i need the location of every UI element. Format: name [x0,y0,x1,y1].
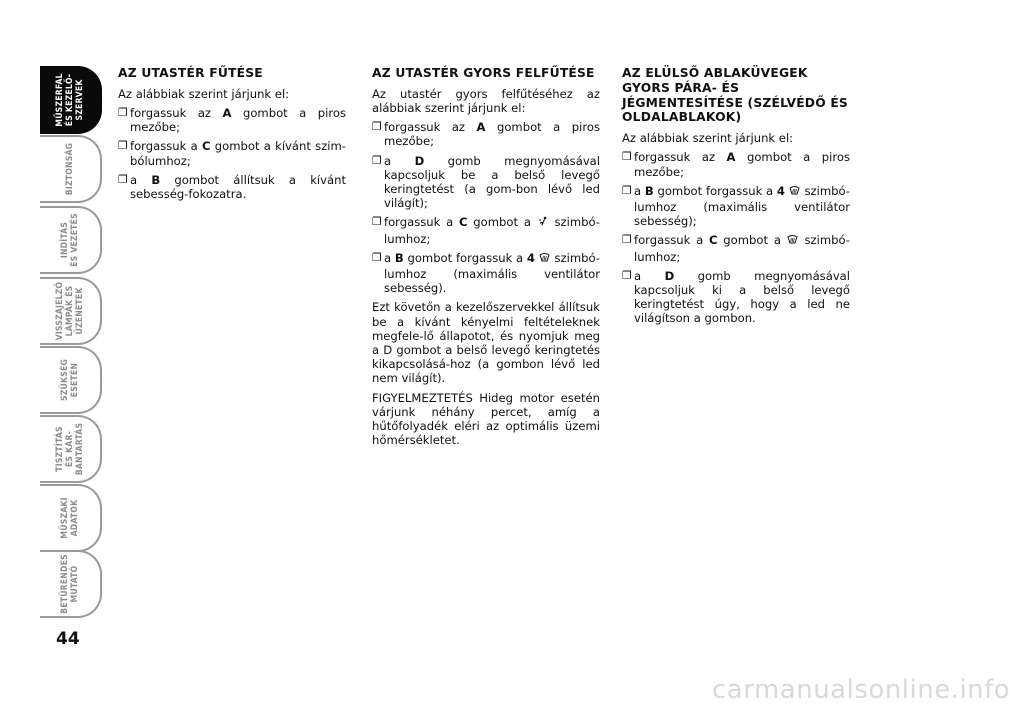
section-title: AZ UTASTÉR GYORS FELFŰTÉSE [372,66,595,80]
tab-beturendes[interactable] [40,550,102,618]
section-intro: Az alábbiak szerint járjunk el: [622,131,794,146]
list-item: ❐ forgassuk az A gombot a piros mezőbe; [118,106,346,135]
tab-biztonsag[interactable] [40,135,102,203]
defrost-icon [789,185,801,200]
tab-label: MŰSZERFAL ÉS KEZELŐ- SZERVEK [55,73,85,127]
checkbox-bullet-icon: ❐ [622,150,632,164]
list-item: ❐ a D gomb megnyomásával kapcsoljuk ki a belső levegő keringtetést úgy, hogy a led ne világítson a gombon. [622,268,851,326]
list-item: ❐ forgassuk a C gombot a szimbó-lumhoz; [372,215,600,246]
list-item: ❐ forgassuk az A gombot a piros mezőbe; [372,120,600,149]
section-intro: Az utastér gyors felfűtéséhez az alábbiak szerint járjunk el: [372,86,600,115]
tab-visszajelzo[interactable] [40,277,102,345]
checkbox-bullet-icon: ❐ [118,106,128,119]
defrost-icon [539,252,551,267]
section-heating [118,66,346,206]
list-item: ❐ a B gombot forgassuk a 4 szimbó-lumhoz (maximális ventilátor sebesség); [622,183,850,229]
tab-label: SZÜKSÉG ESETÉN [60,358,80,402]
list-item: ❐ a B gombot forgassuk a 4 szimbó-lumhoz (maximális ventilátor sebesség). [372,250,600,296]
section-title: AZ ELÜLSŐ ABLAKÜVEGEK GYORS PÁRA- ÉS JÉGMENTESÍTÉSE (SZÉLVÉDŐ ÉS OLDALABLAKOK) [622,66,848,125]
checkbox-bullet-icon: ❐ [622,183,632,197]
chapter-tabs [0,0,110,709]
checkbox-bullet-icon: ❐ [118,172,128,186]
tab-label: BETŰRENDES MUTATÓ [60,554,80,614]
tab-muszaki[interactable] [40,484,102,552]
feet-airflow-icon [537,216,549,231]
checkbox-bullet-icon: ❐ [622,233,632,247]
checkbox-bullet-icon: ❐ [372,153,382,167]
checkbox-bullet-icon: ❐ [372,120,382,134]
section-defrost [622,66,850,331]
list-item: ❐ a B gombot állítsuk a kívánt sebesség-fokozatra. [118,172,346,202]
tab-muszerfal[interactable] [40,66,102,134]
section-title: AZ UTASTÉR FŰTÉSE [118,66,263,80]
tab-label: BIZTONSÁG [65,142,75,196]
page-number: 44 [56,629,80,649]
tab-label: VISSZAJELZŐ LÁMPÁK ÉS ÜZENETEK [55,281,85,341]
checkbox-bullet-icon: ❐ [372,250,382,264]
list-item: ❐ forgassuk a C gombot a szimbó-lumhoz; [622,233,850,264]
checkbox-bullet-icon: ❐ [622,268,632,282]
list-item: ❐ forgassuk a C gombot a kívánt szim-bólumhoz; [118,139,346,168]
paragraph: Ezt követőn a kezelőszervekkel állítsuk be a kívánt kényelmi feltételeknek megfele-lő állapotot, és nyomjuk meg a D gombot a belső levegő keringtetés kikapcsolásá-hoz (a gombon lévő led nem világít). [372,300,600,386]
tab-inditas[interactable] [40,206,102,274]
list-item: ❐ forgassuk az A gombot a piros mezőbe; [622,150,850,179]
list-item: ❐ a D gomb megnyomásával kapcsoljuk be a belső levegő keringtetést (a gom-bon lévő led világít); [372,153,601,211]
watermark: carmanualsonline.info [712,675,1010,705]
tab-label: TISZTÍTÁS ÉS KAR- BANTARTÁS [55,422,85,476]
section-quick-heating [372,66,600,452]
section-intro: Az alábbiak szerint járjunk el: [118,86,290,101]
tab-label: MŰSZAKI ADATOK [60,497,80,539]
checkbox-bullet-icon: ❐ [118,139,128,153]
tab-tisztitas[interactable] [40,415,102,483]
tab-szukseg[interactable] [40,346,102,414]
warning-paragraph: FIGYELMEZTETÉS Hideg motor esetén várjunk néhány percet, amíg a hűtőfolyadék eléri az optimális üzemi hőmérsékletet. [372,390,600,448]
tab-label: INDÍTÁS ÉS VEZETÉS [60,213,80,267]
defrost-icon [787,234,799,249]
checkbox-bullet-icon: ❐ [372,215,382,229]
